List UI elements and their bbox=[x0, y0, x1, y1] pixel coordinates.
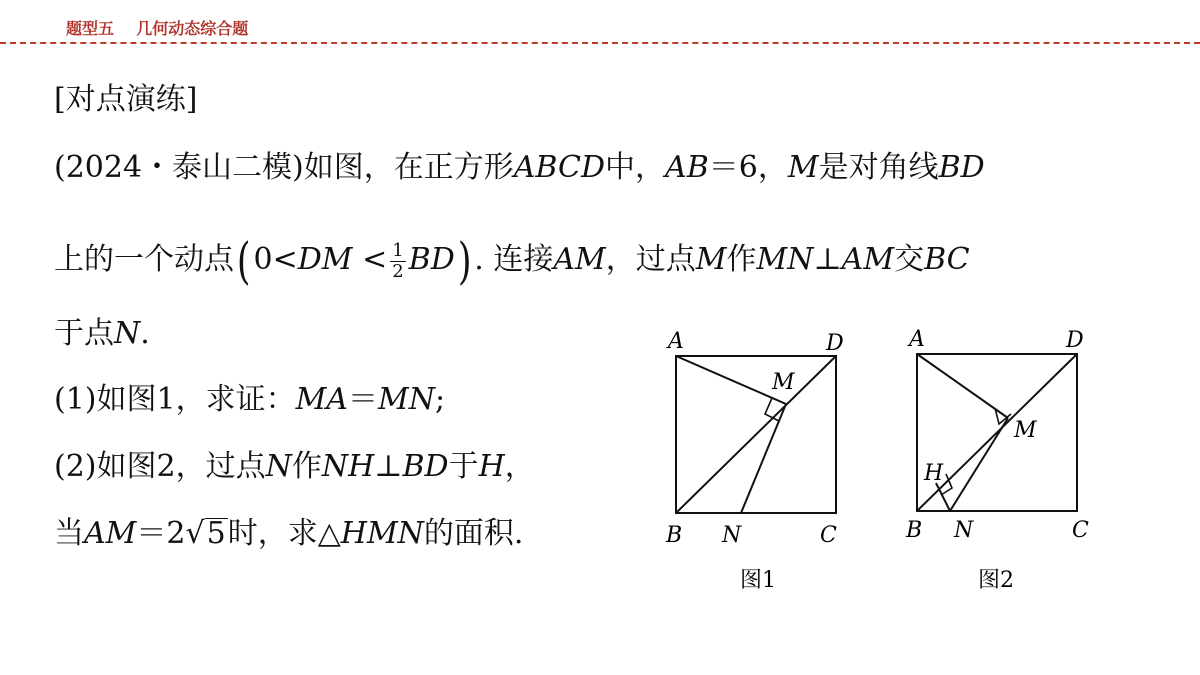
fraction-numerator: 1 bbox=[392, 239, 404, 261]
segment-mn bbox=[950, 418, 1008, 511]
header-title: 题型五 几何动态综合题 bbox=[66, 19, 249, 38]
header-divider bbox=[0, 42, 1200, 44]
math-segment: NH bbox=[321, 449, 375, 484]
text: ，过点 bbox=[605, 242, 696, 277]
less-than: < bbox=[362, 242, 388, 277]
math-segment: AM bbox=[841, 242, 895, 277]
math-segment: AB bbox=[665, 150, 709, 185]
math-point: M bbox=[695, 242, 727, 277]
segment-am bbox=[676, 356, 786, 404]
diagonal-bd bbox=[676, 356, 836, 513]
label-m: M bbox=[772, 370, 795, 395]
figure-1-caption: 图1 bbox=[740, 568, 776, 593]
math-segment: BD bbox=[402, 449, 449, 484]
text: 是对角线 bbox=[818, 150, 939, 185]
math-segment: AM bbox=[553, 242, 606, 277]
perp-symbol: ⊥ bbox=[813, 242, 842, 277]
open-paren: ( bbox=[236, 232, 251, 290]
less-than: < bbox=[272, 242, 298, 277]
figure-2 bbox=[895, 320, 1100, 600]
text: 时，求△ bbox=[227, 516, 341, 551]
segment-nh bbox=[936, 483, 950, 511]
label-c: C bbox=[1072, 518, 1089, 543]
label-m: M bbox=[1014, 418, 1037, 443]
text: 交 bbox=[894, 242, 925, 277]
text: . 连接 bbox=[474, 242, 554, 277]
text: 的面积. bbox=[423, 516, 524, 551]
math-point: H bbox=[478, 449, 505, 484]
text: ＝6， bbox=[708, 150, 788, 185]
text: . bbox=[140, 316, 150, 351]
text: 作 bbox=[726, 242, 757, 277]
figure-1 bbox=[655, 320, 855, 600]
question-part-2-line-2 bbox=[54, 514, 523, 554]
math-segment: BD bbox=[938, 150, 985, 185]
math-segment: MN bbox=[756, 242, 814, 277]
text: 当 bbox=[54, 516, 84, 551]
equals: ＝2 bbox=[136, 516, 186, 551]
math-point: N bbox=[114, 316, 141, 351]
slide-header bbox=[0, 0, 1200, 44]
question-part-2-line-1 bbox=[54, 447, 535, 487]
text: 中， bbox=[605, 150, 666, 185]
label-n: N bbox=[722, 523, 742, 548]
text: ; bbox=[434, 382, 446, 417]
problem-line-3 bbox=[54, 314, 150, 354]
math-point: N bbox=[265, 449, 292, 484]
math-point: M bbox=[787, 150, 819, 185]
math-segment: DM bbox=[297, 242, 353, 277]
label-c: C bbox=[820, 523, 837, 548]
close-paren: ) bbox=[457, 232, 472, 290]
text: 上的一个动点 bbox=[54, 242, 234, 277]
equals: ＝ bbox=[347, 382, 378, 417]
text: (2)如图2，过点 bbox=[54, 449, 266, 484]
label-h: H bbox=[924, 461, 944, 486]
math-segment: MN bbox=[377, 382, 435, 417]
text: (1)如图1，求证： bbox=[54, 382, 296, 417]
math-zero: 0 bbox=[253, 242, 273, 277]
label-b: B bbox=[666, 523, 683, 548]
square-root bbox=[185, 514, 227, 554]
label-b: B bbox=[906, 518, 923, 543]
question-part-1 bbox=[54, 380, 445, 420]
label-a: A bbox=[909, 327, 925, 352]
label-n: N bbox=[954, 518, 974, 543]
text: 如图，在正方形 bbox=[303, 150, 514, 185]
diagonal-bd bbox=[917, 354, 1077, 511]
radical-sign: √ bbox=[185, 516, 205, 551]
right-angle-mark bbox=[765, 398, 779, 421]
text: 于点 bbox=[54, 316, 114, 351]
text: 于 bbox=[448, 449, 479, 484]
math-segment: MA bbox=[295, 382, 348, 417]
text: 作 bbox=[291, 449, 322, 484]
math-segment: BC bbox=[924, 242, 970, 277]
radicand: 5 bbox=[206, 516, 226, 551]
math-square: ABCD bbox=[513, 150, 606, 185]
math-triangle: HMN bbox=[340, 516, 424, 551]
section-label: [对点演练] bbox=[54, 82, 198, 117]
label-d: D bbox=[826, 331, 844, 356]
text: ， bbox=[504, 449, 535, 484]
fraction-denominator: 2 bbox=[392, 260, 404, 282]
math-segment: BD bbox=[408, 242, 455, 277]
problem-line-2 bbox=[54, 232, 970, 290]
problem-line-1 bbox=[54, 148, 985, 188]
figure-2-caption: 图2 bbox=[978, 568, 1014, 593]
perp-symbol: ⊥ bbox=[374, 449, 403, 484]
problem-source: (2024・泰山二模) bbox=[54, 150, 304, 185]
label-d: D bbox=[1066, 328, 1084, 353]
label-a: A bbox=[668, 329, 684, 354]
fraction bbox=[390, 241, 405, 282]
math-segment: AM bbox=[84, 516, 137, 551]
